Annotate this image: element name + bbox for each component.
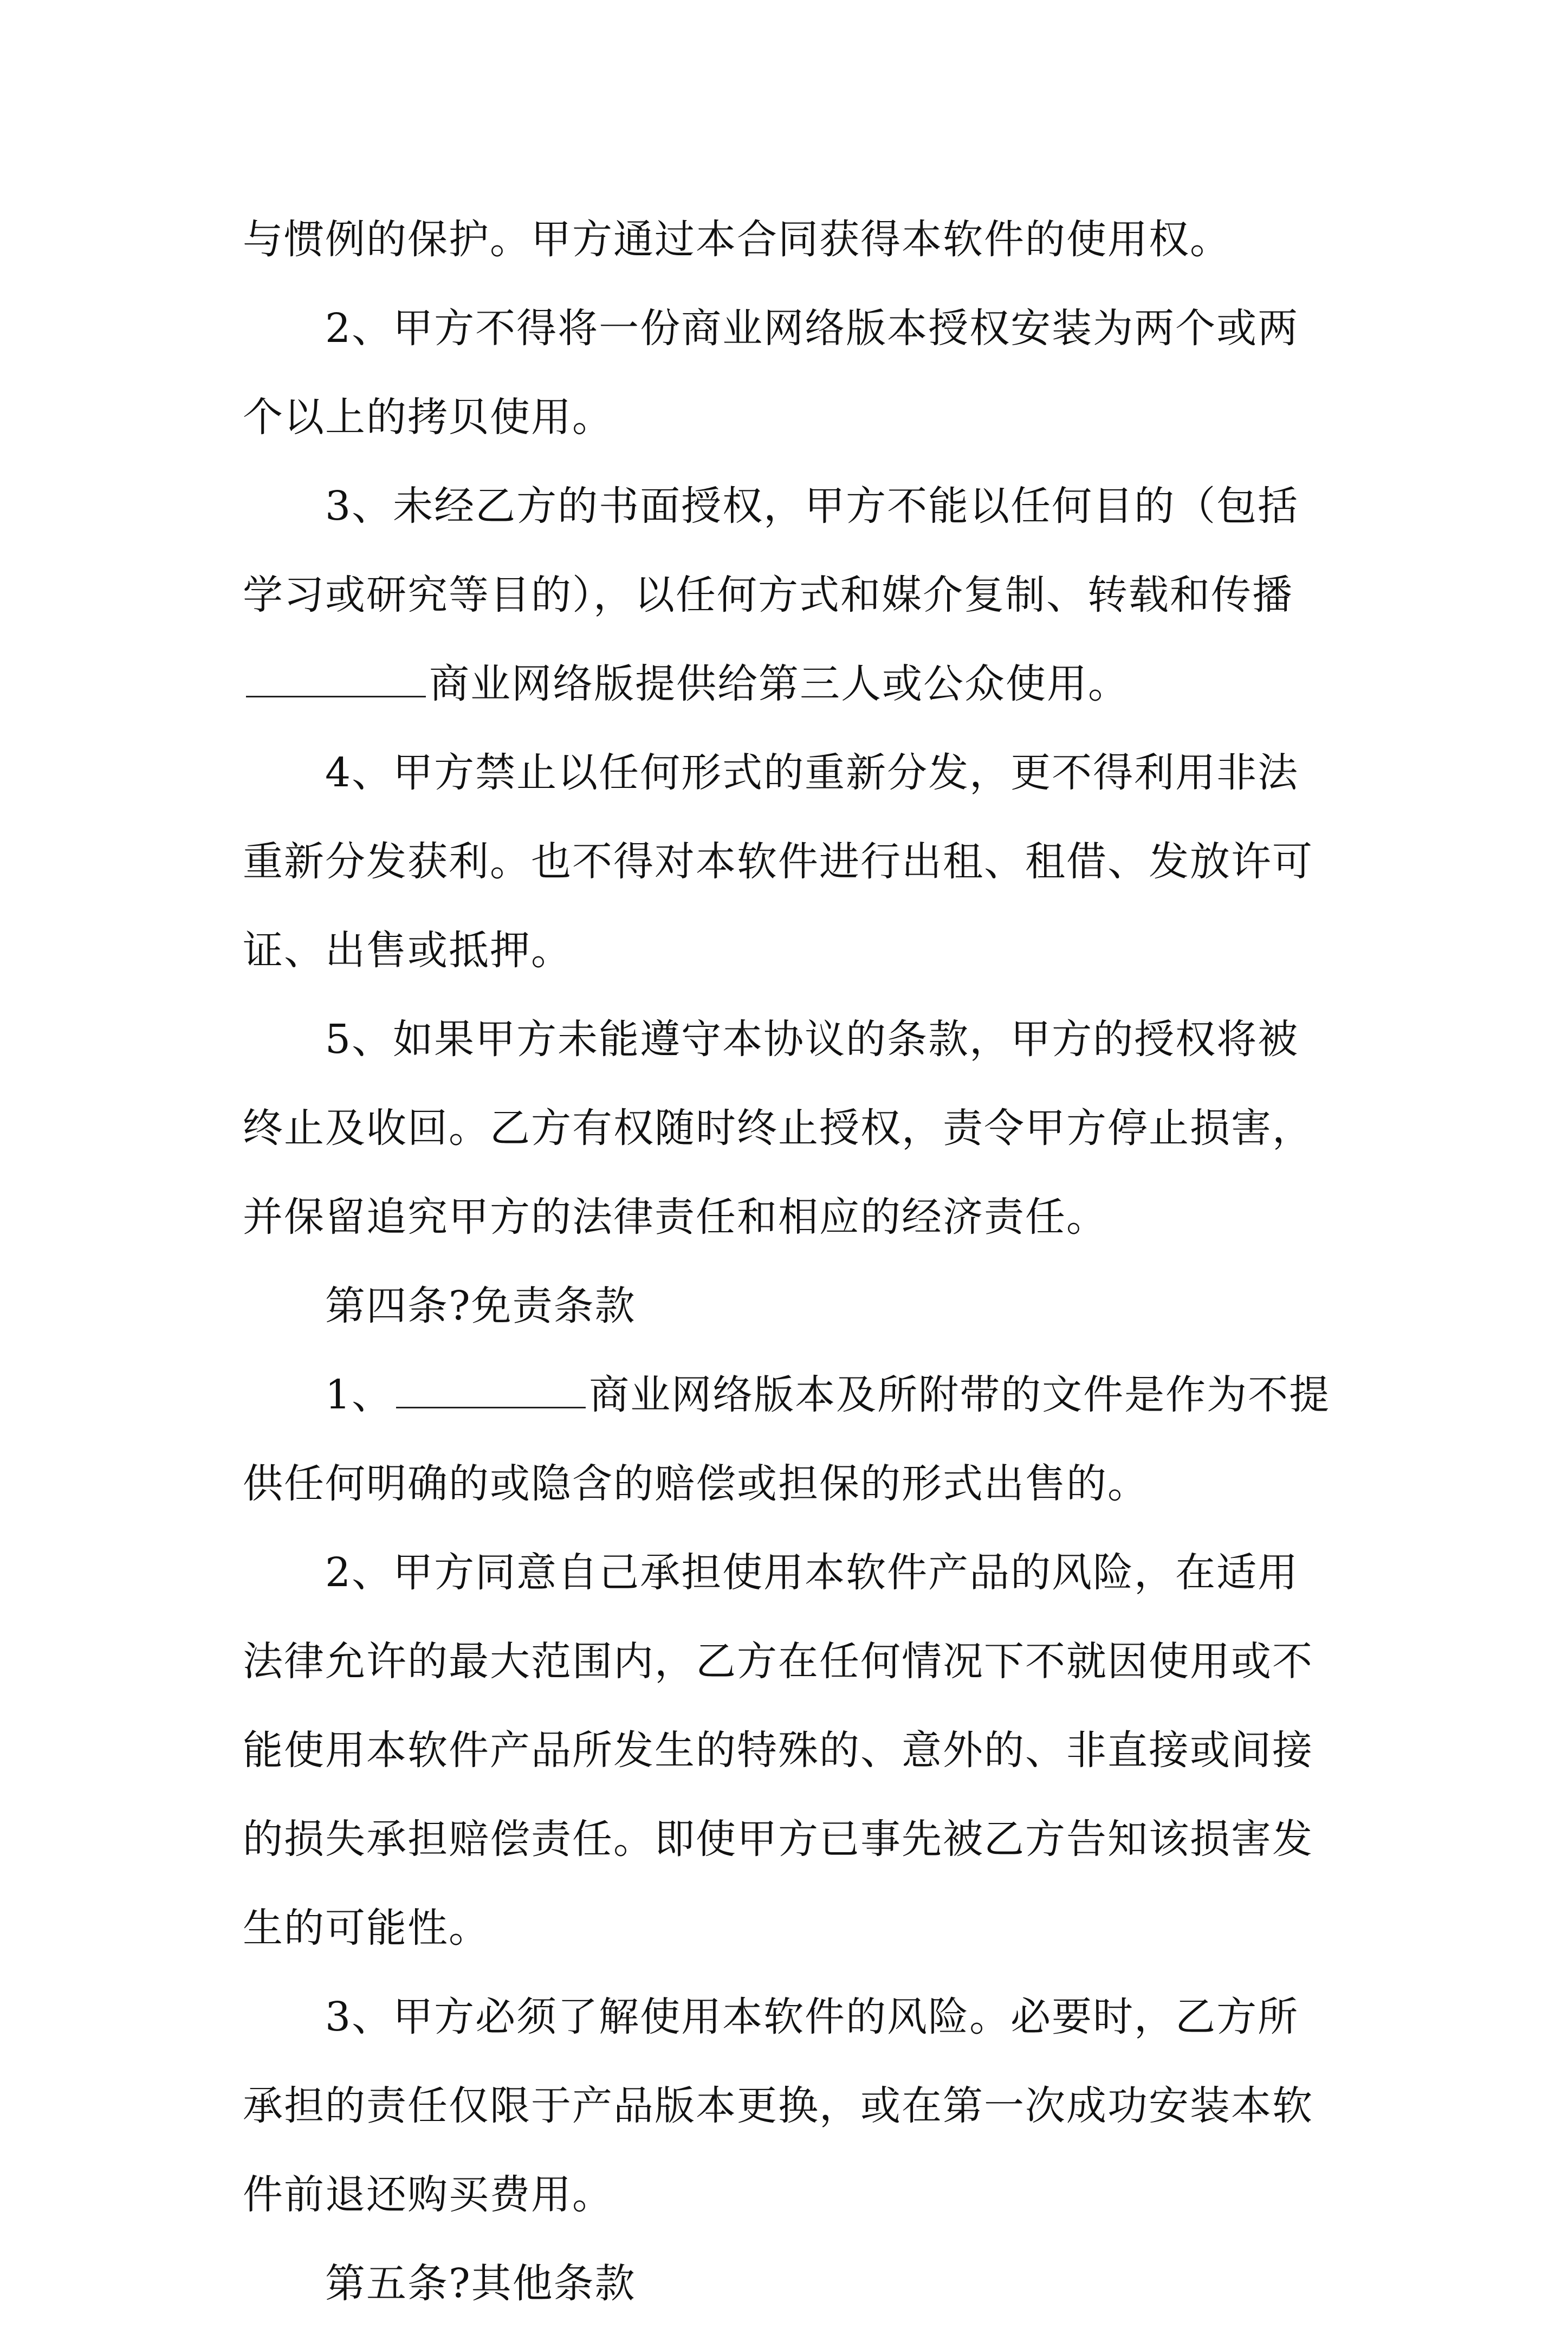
article-4-clause-2-line-2: 法律允许的最大范围内，乙方在任何情况下不就因使用或不 <box>243 1638 1313 1685</box>
clause-5-line-3: 并保留追究甲方的法律责任和相应的经济责任。 <box>243 1194 1107 1240</box>
article-4-clause-1-line-2: 供任何明确的或隐含的赔偿或担保的形式出售的。 <box>243 1460 1149 1507</box>
article-5-heading: 第五条?其他条款 <box>325 2260 636 2307</box>
clause-3-line-2: 学习或研究等目的），以任何方式和媒介复制、转载和传播 <box>243 572 1293 618</box>
article-4-clause-3-line-2: 承担的责任仅限于产品版本更换，或在第一次成功安装本软 <box>243 2083 1313 2129</box>
article-4-heading: 第四条?免责条款 <box>325 1283 636 1329</box>
article-4-clause-2-line-1: 2、甲方同意自己承担使用本软件产品的风险，在适用 <box>325 1549 1299 1596</box>
article-4-clause-2-line-3: 能使用本软件产品所发生的特殊的、意外的、非直接或间接 <box>243 1727 1313 1774</box>
clause-4-line-1: 4、甲方禁止以任何形式的重新分发，更不得利用非法 <box>325 749 1299 796</box>
text-line: 与惯例的保护。甲方通过本合同获得本软件的使用权。 <box>243 216 1231 263</box>
blank-underline <box>246 663 426 697</box>
article-4-clause-3-line-1: 3、甲方必须了解使用本软件的风险。必要时，乙方所 <box>325 1994 1299 2040</box>
article-4-clause-1-number: 1、 <box>325 1372 393 1418</box>
blank-underline <box>396 1374 586 1408</box>
article-4-clause-3-line-3: 件前退还购买费用。 <box>243 2171 613 2218</box>
article-4-clause-2-line-4: 的损失承担赔偿责任。即使甲方已事先被乙方告知该损害发 <box>243 1816 1313 1863</box>
clause-3-line-3 <box>243 639 1343 728</box>
document-body <box>243 195 1343 2328</box>
clause-2-line-1: 2、甲方不得将一份商业网络版本授权安装为两个或两 <box>325 305 1299 352</box>
clause-3-line-3-text: 商业网络版提供给第三人或公众使用。 <box>429 661 1129 707</box>
clause-4-line-2: 重新分发获利。也不得对本软件进行出租、租借、发放许可 <box>243 838 1313 885</box>
article-4-clause-1-line-1 <box>243 1350 1343 1439</box>
article-4-clause-2-line-5: 生的可能性。 <box>243 1905 490 1951</box>
article-4-clause-1-text: 商业网络版本及所附带的文件是作为不提 <box>589 1372 1331 1418</box>
clause-5-line-1: 5、如果甲方未能遵守本协议的条款，甲方的授权将被 <box>325 1016 1299 1063</box>
clause-2-line-2: 个以上的拷贝使用。 <box>243 394 613 441</box>
clause-5-line-2: 终止及收回。乙方有权随时终止授权，责令甲方停止损害， <box>243 1105 1313 1152</box>
clause-4-line-3: 证、出售或抵押。 <box>243 927 572 974</box>
clause-3-line-1: 3、未经乙方的书面授权，甲方不能以任何目的（包括 <box>325 483 1299 529</box>
